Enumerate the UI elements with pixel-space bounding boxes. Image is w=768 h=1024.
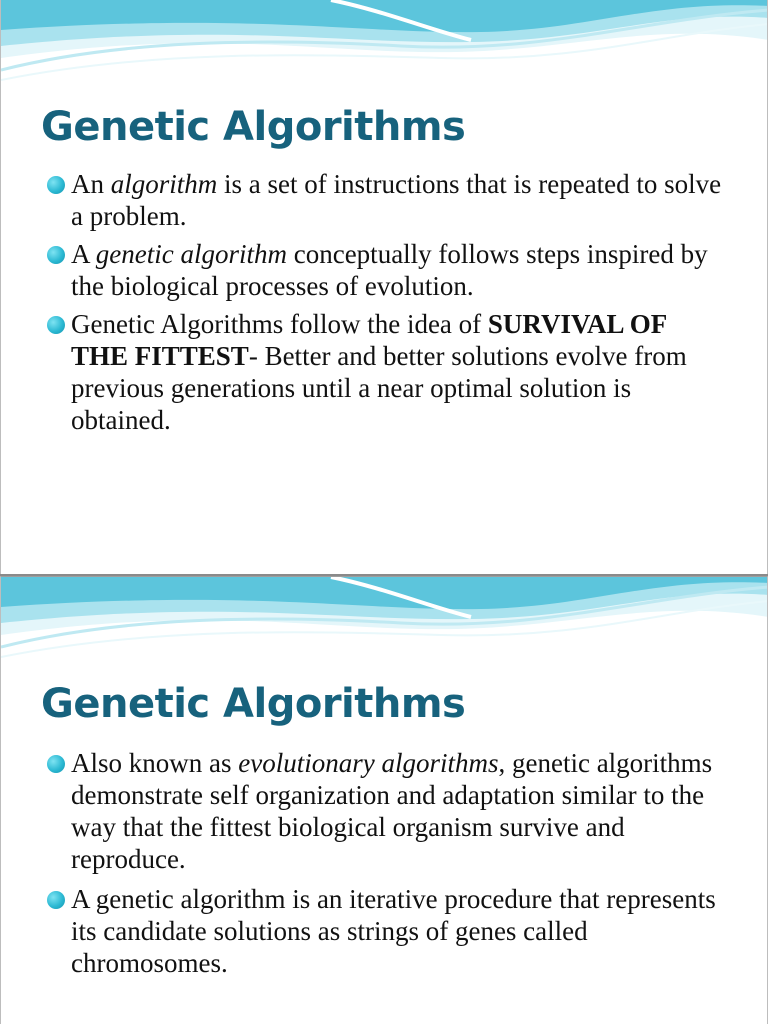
bullet-item — [47, 747, 723, 875]
bullet-text: An — [71, 169, 111, 199]
header-wave-decoration — [1, 577, 768, 667]
bullet-text: Also known as — [71, 748, 239, 778]
bullet-text: algorithm — [110, 169, 218, 199]
bullet-item — [47, 308, 723, 436]
bullet-dot-icon — [47, 316, 65, 334]
bullet-text: evolutionary algorithms — [238, 748, 499, 778]
slide-2 — [0, 576, 768, 1024]
bullet-text: SURVIVAL OF THE FITTEST — [71, 309, 667, 371]
bullet-list — [47, 168, 723, 442]
bullet-text: is a set of instructions that is repeated to solve a problem. — [71, 169, 722, 231]
bullet-dot-icon — [47, 891, 65, 909]
bullet-text: genetic algorithm — [95, 239, 287, 269]
bullet-text: conceptually follows steps inspired by the biological processes of evolution. — [71, 239, 708, 301]
bullet-text: A genetic algorithm is an iterative procedure that represents its candidate solutions as strings of genes called chromosomes. — [71, 884, 716, 978]
slide-title: Genetic Algorithms — [41, 104, 466, 150]
bullet-dot-icon — [47, 755, 65, 773]
bullet-text: - Better and better solutions evolve from previous generations until a near optimal solution is obtained. — [71, 341, 687, 435]
bullet-item — [47, 168, 723, 232]
header-wave-decoration — [1, 0, 768, 90]
bullet-dot-icon — [47, 176, 65, 194]
bullet-text: Genetic Algorithms follow the idea of — [71, 309, 488, 339]
bullet-dot-icon — [47, 246, 65, 264]
slide-title: Genetic Algorithms — [41, 681, 466, 727]
bullet-list — [47, 747, 723, 987]
bullet-item — [47, 238, 723, 302]
bullet-text: A — [71, 239, 96, 269]
bullet-text: , genetic algorithms demonstrate self organization and adaptation similar to the way that the fittest biological organism survive and reproduce. — [71, 748, 713, 874]
bullet-item — [47, 883, 723, 979]
